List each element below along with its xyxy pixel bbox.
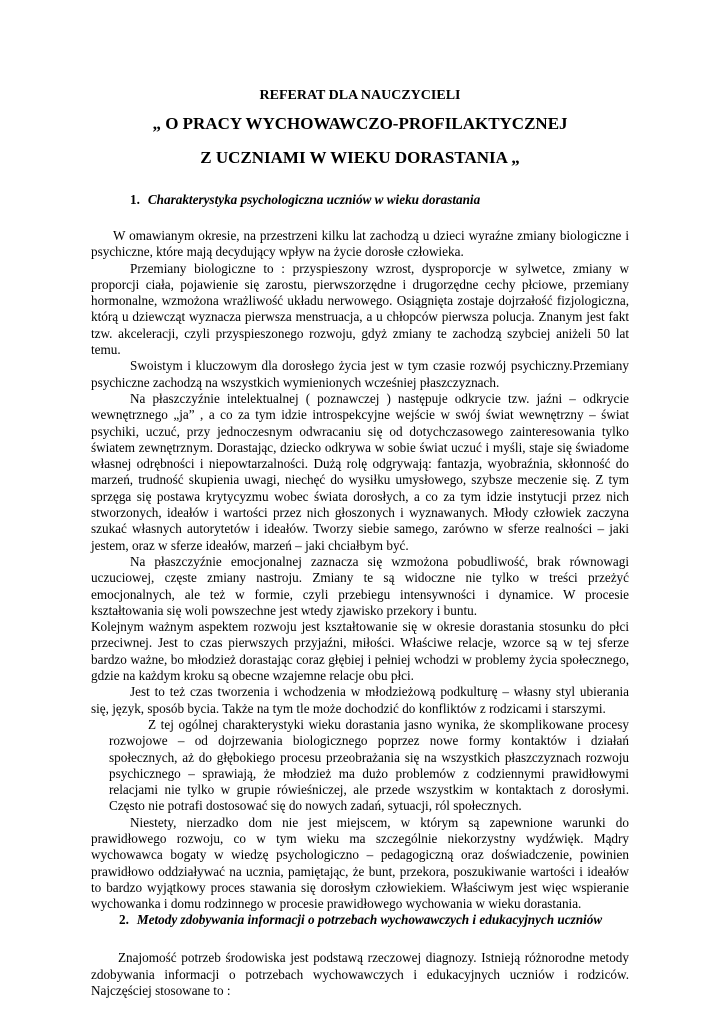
paragraph-8: Z tej ogólnej charakterystyki wieku dorastania jasno wynika, że skomplikowane procesy rozwojowe – od dojrzewania biologicznego poprzez nowe formy kontaktów i działań społecznych, aż do głębokiego procesu przeobrażania się na wszystkich płaszczyznach rozwoju psychicznego – sprawiają, że młodzież ma dużo problemów z codziennymi prawidłowymi relacjami nie tylko w grupie rówieśniczej, ale przede wszystkim w kontaktach z dorosłymi. Często nie potrafi dostosować się do nowych zadań, sytuacji, ról społecznych. xyxy=(109,716,629,814)
section-2-heading xyxy=(119,912,629,928)
document-title: REFERAT DLA NAUCZYCIELI xyxy=(259,88,461,103)
paragraph-2: Przemiany biologiczne to : przyspieszony wzrost, dysproporcje w sylwetce, zmiany w proporcji ciała, pojawienie się zarostu, pierwszorzędne i drugorzędne cechy płciowe, przemiany hormonalne, wzmożona wrażliwość układu nerwowego. Osiągnięta zostaje dojrzałość fizjologiczna, którą u dziewcząt wyznacza pierwsza menstruacja, a u chłopców pierwsza polucja. Znanym jest fakt tzw. akceleracji, czyli przyspieszonego rozwoju, gdyż zmiany te zachodzą szybciej aniżeli 50 lat temu. xyxy=(91,260,629,358)
paragraph-4: Na płaszczyźnie intelektualnej ( poznawczej ) następuje odkrycie tzw. jaźni – odkrycie wewnętrznego „ja” , a co za tym idzie introspekcyjne wejście w swój świat wewnętrzny – świat psychiki, uczuć, przy jednoczesnym odwracaniu się od dotychczasowego zainteresowania tylko światem zewnętrznym. Dorastając, dziecko odkrywa w sobie świat uczuć i myśli, staje się świadome własnej odrębności i niepowtarzalności. Dużą rolę odgrywają: fantazja, wyobraźnia, skłonność do marzeń, trudność skupienia uwagi, niechęć do wysiłku umysłowego, szybsze meczenie się. Z tym sprzęga się postawa krytycyzmu wobec świata dorosłych, a co za tym idzie instytucji przez nich stworzonych, ideałów i wartości przez nich głoszonych i wyznawanych. Młody człowiek zaczyna szukać własnych autorytetów i ideałów. Tworzy siebie samego, zarówno w sferze realności – jaki jestem, oraz w sferze ideałów, marzeń – jaki chciałbym być. xyxy=(91,390,629,553)
paragraph-3: Swoistym i kluczowym dla dorosłego życia jest w tym czasie rozwój psychiczny.Przemiany psychiczne zachodzą na wszystkich wymienionych wcześniej płaszczyznach. xyxy=(91,358,629,390)
section-2-title: Metody zdobywania informacji o potrzebach wychowawczych i edukacyjnych uczniów xyxy=(136,912,603,928)
paragraph-7: Jest to też czas tworzenia i wchodzenia w młodzieżową podkulturę – własny styl ubierania się, język, sposób bycia. Także na tym tle może dochodzić do konfliktów z rodzicami i starszymi. xyxy=(91,684,629,716)
section-1-heading xyxy=(130,192,629,208)
section-1-title: Charakterystyka psychologiczna uczniów w wieku dorastania xyxy=(147,192,481,207)
document-subtitle-line1: „ O PRACY WYCHOWAWCZO-PROFILAKTYCZNEJ xyxy=(152,114,568,133)
paragraph-section-2-intro: Znajomość potrzeb środowiska jest podstawą rzeczowej diagnozy. Istnieją różnorodne metody zdobywania informacji o potrzebach wychowawczych i edukacyjnych uczniów i rodziców. Najczęściej stosowane to : xyxy=(91,950,629,999)
document-subtitle-line2: Z UCZNIAMI W WIEKU DORASTANIA „ xyxy=(200,148,520,167)
paragraph-5: Na płaszczyźnie emocjonalnej zaznacza się wzmożona pobudliwość, brak równowagi uczuciowej, częste zmiany nastroju. Zmiany te są widoczne nie tylko w treści przeżyć emocjonalnych, ale też w formie, czyli przebiegu intensywności i dynamice. W procesie kształtowania się woli powszechne jest wtedy zjawisko przekory i buntu. xyxy=(91,553,629,618)
section-2-number: 2. xyxy=(119,912,129,928)
paragraph-6: Kolejnym ważnym aspektem rozwoju jest kształtowanie się w okresie dorastania stosunku do płci przeciwnej. Jest to czas pierwszych przyjaźni, miłości. Właściwe relacje, wzorce są w tej sferze bardzo ważne, bo młodzież dorastając coraz głębiej i pełniej wchodzi w problemy życia społecznego, gdzie na każdym kroku są obecne wzajemne relacje obu płci. xyxy=(91,619,629,684)
paragraph-1: W omawianym okresie, na przestrzeni kilku lat zachodzą u dzieci wyraźne zmiany biologiczne i psychiczne, które mają decydujący wpływ na życie dorosłe człowieka. xyxy=(91,228,629,260)
section-1-number: 1. xyxy=(130,192,140,207)
paragraph-9: Niestety, nierzadko dom nie jest miejscem, w którym są zapewnione warunki do prawidłowego rozwoju, co w tym wieku ma szczególnie niekorzystny wydźwięk. Mądry wychowawca bogaty w wiedzę psychologiczno – pedagogiczną oraz doświadczenie, powinien prawidłowo oddziaływać na ucznia, pamiętając, że bunt, przekora, poszukiwanie wartości i ideałów to bardzo wyjątkowy proces stawania się dorosłym człowiekiem. Właściwym jest więc wspieranie wychowanka i domu rodzinnego w procesie prawidłowego wychowania w wieku dorastania. xyxy=(91,814,629,912)
